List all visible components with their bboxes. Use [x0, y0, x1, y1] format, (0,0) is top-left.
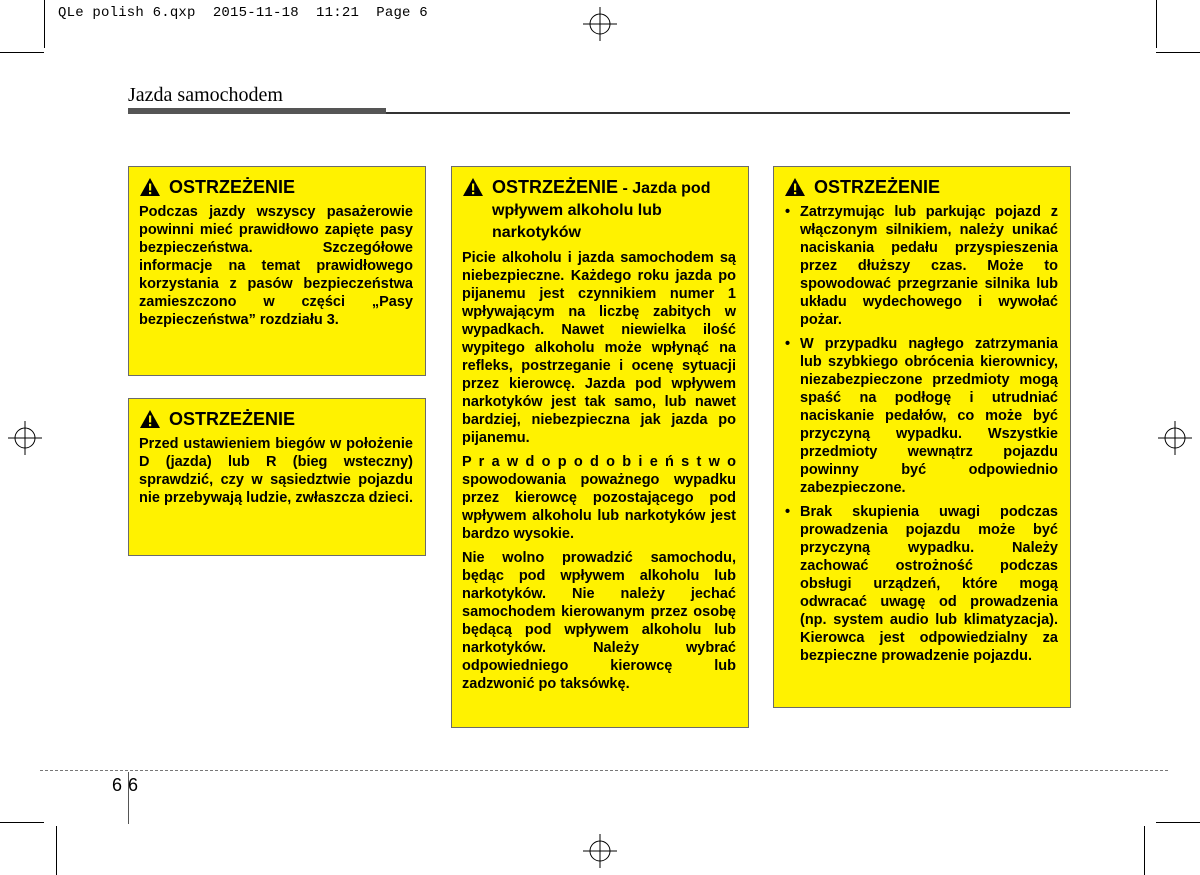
print-slug: QLe polish 6.qxp 2015-11-18 11:21 Page 6	[58, 5, 428, 21]
registration-mark-bottom	[583, 834, 617, 868]
warning-triangle-icon	[139, 177, 161, 197]
warning-box-gear	[128, 398, 426, 556]
header-rule-thin	[386, 112, 1070, 114]
bullet-icon: •	[785, 504, 791, 520]
section-title: Jazda samochodem	[128, 84, 283, 106]
warning-triangle-icon	[784, 177, 806, 197]
warning-title: OSTRZEŻENIE	[139, 177, 413, 197]
list-item: • Zatrzymując lub parkując pojazd z włączonym silnikiem, należy unikać naciskania pedału przyspieszenia przez dłuższy czas. Może to spowodować przegrzanie silnika lub układu wydechowego i wywołać pożar.	[785, 204, 1058, 328]
registration-mark-right	[1158, 421, 1192, 455]
list-item: • W przypadku nagłego zatrzymania lub szybkiego obrócenia kierownicy, niezabezpieczone przedmioty mogą spaść na podłogę i utrudniać naciskanie pedałów, co może być przyczyną wypadku. Wszystkie przedmioty wewnątrz pojazdu powinny być odpowiednio zabezpieczone.	[785, 336, 1058, 496]
warning-text: Przed ustawieniem biegów w położenie D (jazda) lub R (bieg wsteczny) sprawdzić, czy w sąsiedztwie pojazdu nie przebywają ludzie, zwłaszcza dzieci.	[139, 436, 413, 506]
warning-text: P r a w d o p o d o b i e ń s t w o spowodowania poważnego wypadku przez kierowcę pozostającego pod wpływem alkoholu lub narkotyków jest bardzo wysokie.	[462, 454, 736, 542]
page-number: 66	[112, 775, 145, 795]
bullet-icon: •	[785, 336, 791, 352]
warning-text: Picie alkoholu i jazda samochodem są niebezpieczne. Każdego roku jazda po pijanemu jest czynnikiem numer 1 wpływającym na liczbę zabitych w wypadkach. Nawet niewielka ilość wypitego alkoholu może wpłynąć na refleks, postrzeganie i ocenę sytuacji przez kierowcę. Jazda pod wpływem narkotyków jest tak samo, lub nawet bardziej, niebezpieczna jak jazda po pijanemu.	[462, 250, 736, 446]
warning-title: OSTRZEŻENIE	[784, 177, 1058, 197]
header-rule-thick	[128, 108, 386, 114]
warning-triangle-icon	[139, 409, 161, 429]
warning-list	[784, 203, 1058, 665]
warning-title: OSTRZEŻENIE - Jazda pod wpływem alkoholu lub narkotyków	[462, 177, 736, 243]
registration-mark-left	[8, 421, 42, 455]
warning-box-alcohol	[451, 166, 749, 728]
warning-box-seatbelts	[128, 166, 426, 376]
registration-mark-top	[583, 7, 617, 41]
warning-triangle-icon	[462, 177, 484, 197]
bullet-icon: •	[785, 204, 791, 220]
warning-text: Podczas jazdy wszyscy pasażerowie powinni mieć prawidłowo zapięte pasy bezpieczeństwa. Szczegółowe informacje na temat prawidłowego korzystania z pasów bezpieczeństwa zamieszczono w części „Pasy bezpieczeństwa” rozdziału 3.	[139, 204, 413, 328]
warning-title: OSTRZEŻENIE	[139, 409, 413, 429]
warning-text: Nie wolno prowadzić samochodu, będąc pod wpływem alkoholu lub narkotyków. Nie należy jechać samochodem kierowanym przez osobę będącą pod wpływem alkoholu lub narkotyków. Należy wybrać odpowiedniego kierowcę lub zadzwonić po taksówkę.	[462, 550, 736, 692]
warning-box-driving	[773, 166, 1071, 708]
footer-dashed-rule	[40, 770, 1168, 771]
list-item: • Brak skupienia uwagi podczas prowadzenia pojazdu może być przyczyną wypadku. Należy zachować ostrożność podczas obsługi urządzeń, które mogą odwracać uwagę od prowadzenia (np. system audio lub klimatyzacja). Kierowca jest odpowiedzialny za bezpieczne prowadzenie pojazdu.	[785, 504, 1058, 664]
